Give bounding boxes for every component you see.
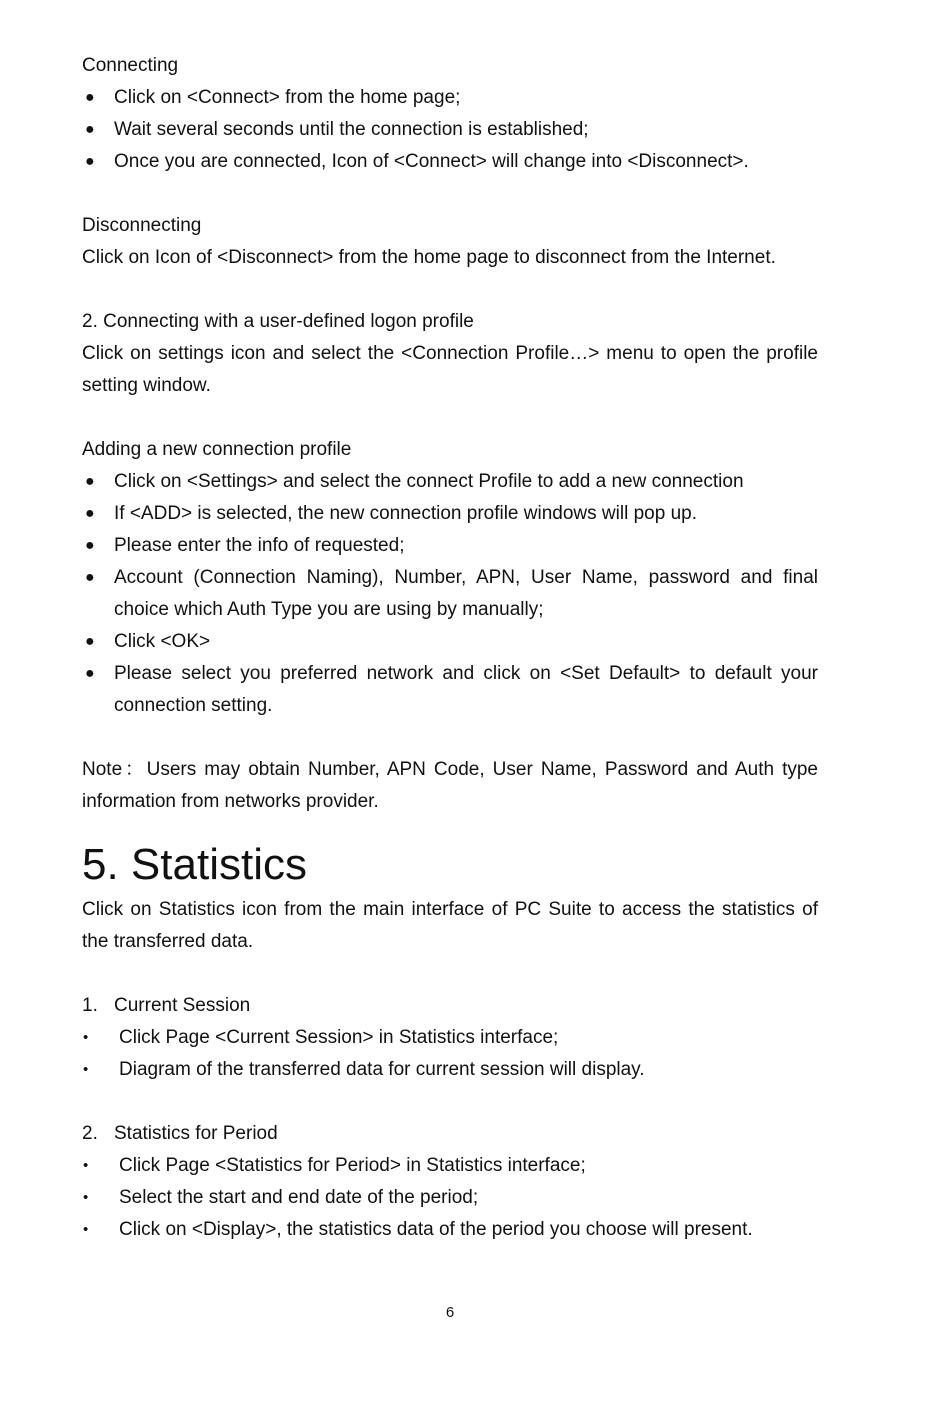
page-number: 6 <box>445 1304 455 1321</box>
section-heading-label: Statistics for Period <box>114 1123 278 1144</box>
disconnecting-heading: Disconnecting <box>82 215 202 236</box>
bullet-icon: ● <box>85 473 95 490</box>
bullet-icon: ● <box>85 505 95 522</box>
connecting-list <box>82 82 818 178</box>
disconnecting-text: Click on Icon of <Disconnect> from the home page to disconnect from the Internet. <box>82 247 776 268</box>
note-text: Note：Users may obtain Number, APN Code, User Name, Password and Auth type information from networks provider. <box>82 759 818 812</box>
bullet-icon: • <box>83 1061 89 1078</box>
statistics-title: 5. Statistics <box>82 840 307 889</box>
list-item: ● If <ADD> is selected, the new connection profile windows will pop up. <box>82 498 818 530</box>
list-item: • Select the start and end date of the period; <box>82 1182 818 1214</box>
bullet-icon: ● <box>85 569 95 586</box>
list-item: ● Click <OK> <box>82 626 818 658</box>
list-item: • Click Page <Current Session> in Statistics interface; <box>82 1022 818 1054</box>
user-profile-text: Click on settings icon and select the <Connection Profile…> menu to open the profile setting window. <box>82 343 818 396</box>
section-number: 1. <box>82 995 98 1016</box>
bullet-icon: ● <box>85 121 95 138</box>
current-session-heading <box>82 990 818 1022</box>
list-item: ● Wait several seconds until the connection is established; <box>82 114 818 146</box>
list-item: • Diagram of the transferred data for current session will display. <box>82 1054 818 1086</box>
user-profile-heading: 2. Connecting with a user-defined logon profile <box>82 311 474 332</box>
connecting-heading: Connecting <box>82 55 179 76</box>
section-heading-label: Current Session <box>114 995 251 1016</box>
list-item: ● Click on <Connect> from the home page; <box>82 82 818 114</box>
bullet-icon: • <box>83 1157 89 1174</box>
adding-profile-list <box>82 466 818 722</box>
list-item: • Click on <Display>, the statistics data of the period you choose will present. <box>82 1214 818 1246</box>
bullet-icon: ● <box>85 89 95 106</box>
list-item: • Click Page <Statistics for Period> in Statistics interface; <box>82 1150 818 1182</box>
list-item: ● Once you are connected, Icon of <Connect> will change into <Disconnect>. <box>82 146 818 178</box>
period-heading <box>82 1118 818 1150</box>
bullet-icon: • <box>83 1189 89 1206</box>
section-number: 2. <box>82 1123 98 1144</box>
list-item: ● Please enter the info of requested; <box>82 530 818 562</box>
list-item: ● Account (Connection Naming), Number, APN, User Name, password and final choice which Auth Type you are using by manually; <box>82 562 818 626</box>
bullet-icon: ● <box>85 633 95 650</box>
bullet-icon: • <box>83 1221 89 1238</box>
bullet-icon: ● <box>85 153 95 170</box>
bullet-icon: ● <box>85 665 95 682</box>
bullet-icon: ● <box>85 537 95 554</box>
adding-profile-heading: Adding a new connection profile <box>82 439 352 460</box>
bullet-icon: • <box>83 1029 89 1046</box>
period-list <box>82 1150 818 1246</box>
document-page <box>82 50 818 1246</box>
list-item: ● Click on <Settings> and select the connect Profile to add a new connection <box>82 466 818 498</box>
current-session-list <box>82 1022 818 1086</box>
statistics-intro: Click on Statistics icon from the main interface of PC Suite to access the statistics of the transferred data. <box>82 899 818 952</box>
list-item: ● Please select you preferred network and click on <Set Default> to default your connection setting. <box>82 658 818 722</box>
